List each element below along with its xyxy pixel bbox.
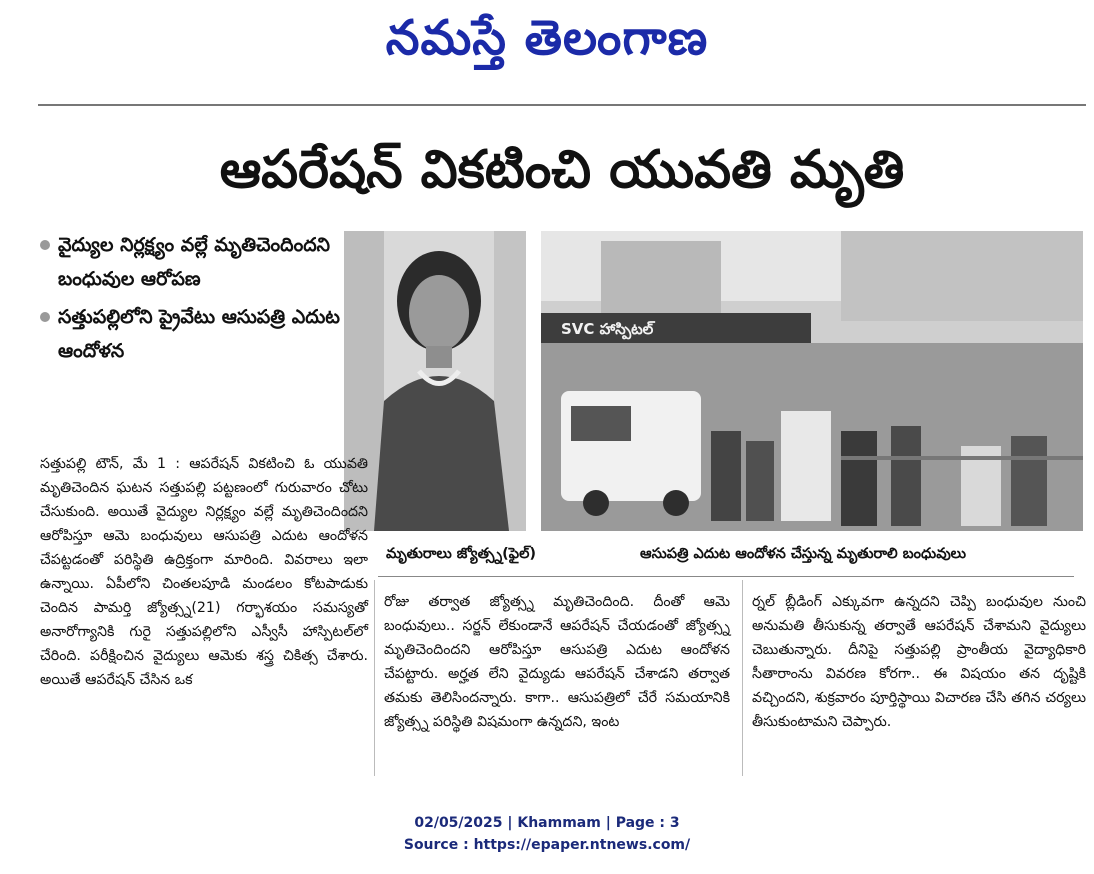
- footer-source-link[interactable]: Source : https://epaper.ntnews.com/: [403, 837, 691, 853]
- masthead-divider: [38, 104, 1086, 106]
- hospital-protest-photo: [541, 231, 1083, 531]
- highlight-bullets: [40, 228, 340, 372]
- bullet-dot-icon: [40, 312, 50, 322]
- footer-edition-info: 02/05/2025 | Khammam | Page : 3: [414, 815, 680, 831]
- bullet-text: సత్తుపల్లిలోని ప్రైవేటు ఆసుపత్రి ఎదుట ఆందోళన: [58, 306, 340, 362]
- hospital-sign-text: SVC హాస్పిటల్: [561, 320, 654, 338]
- bullet-text: వైద్యుల నిర్లక్ష్యం వల్లే మృతిచెందిందని బంధువుల ఆరోపణ: [58, 234, 330, 290]
- article-body-column-2: [384, 590, 730, 734]
- bullet-dot-icon: [40, 240, 50, 250]
- article-paragraph: సత్తుపల్లి టౌన్, మే 1 : ఆపరేషన్ వికటించి ఓ యువతి మృతిచెందిన ఘటన సత్తుపల్లి పట్టణంలో గురువారం చోటు చేసుకుంది. అయితే వైద్యుల నిర్లక్ష్యం వల్లే మృతిచెందిందని ఆరోపిస్తూ ఆమె బంధువులు ఆసుపత్రి ఎదుట ఆందోళన చేపట్టడంతో పరిస్థితి ఉద్రిక్తంగా మారింది. వివరాలు ఇలా ఉన్నాయి. ఏపీలోని చింతలపూడి మండలం కోటపాడుకు చెందిన పామర్తి జ్యోత్స్న(21) గర్భాశయం సమస్యతో అనారోగ్యానికి గురై సత్తుపల్లిలోని ఎస్వీసీ హాస్పిటల్‌లో చేరింది. పరీక్షించిన వైద్యులు ఆమెకు శస్త్ర చికిత్స చేశారు. అయితే ఆపరేషన్ చేసిన ఒక: [40, 456, 368, 688]
- article-body-column-3: [752, 590, 1086, 734]
- masthead-title: నమస్తే తెలంగాణ: [385, 10, 709, 66]
- column-divider: [374, 580, 375, 776]
- hospital-scene-illustration: [541, 231, 1083, 531]
- caption-divider: [378, 576, 1074, 577]
- article-body-column-1: [40, 452, 368, 692]
- bullet-item: [40, 300, 340, 368]
- article-paragraph: ర్నల్ బ్లీడింగ్ ఎక్కువగా ఉన్నదని చెప్పి బంధువుల నుంచి అనుమతి తీసుకున్న తర్వాతే ఆపరేషన్ చేశామని వైద్యులు చెబుతున్నారు. దీనిపై సత్తుపల్లి ప్రాంతీయ వైద్యాధికారి సీతారాంను వివరణ కోరగా.. ఈ విషయం తన దృష్టికి వచ్చిందని, శుక్రవారం పూర్తిస్థాయి విచారణ చేసి తగిన చర్యలు తీసుకుంటామని చెప్పారు.: [752, 594, 1086, 730]
- column-divider: [742, 580, 743, 776]
- photo-caption-right: ఆసుపత్రి ఎదుట ఆందోళన చేస్తున్న మృతురాలి బంధువులు: [640, 546, 966, 562]
- portrait-illustration: [344, 231, 526, 531]
- article-paragraph: రోజు తర్వాత జ్యోత్స్న మృతిచెందింది. దీంతో ఆమె బంధువులు.. సర్జన్ లేకుండానే ఆపరేషన్ చేయడంతో జ్యోత్స్న మృతిచెందిందని ఆరోపిస్తూ ఆసుపత్రి ఎదుట ఆందోళన చేపట్టారు. అర్హత లేని వైద్యుడు ఆపరేషన్ చేశాడని తర్వాత తమకు తెలిసిందన్నారు. కాగా.. ఆసుపత్రిలో చేరే సమయానికి జ్యోత్స్న పరిస్థితి విషమంగా ఉన్నదని, ఇంట: [384, 594, 730, 730]
- bullet-item: [40, 228, 340, 296]
- article-headline: ఆపరేషన్ వికటించి యువతి మృతి: [219, 140, 905, 200]
- photo-caption-left: మృతురాలు జ్యోత్స్న(ఫైల్): [386, 546, 537, 562]
- portrait-photo: [344, 231, 526, 531]
